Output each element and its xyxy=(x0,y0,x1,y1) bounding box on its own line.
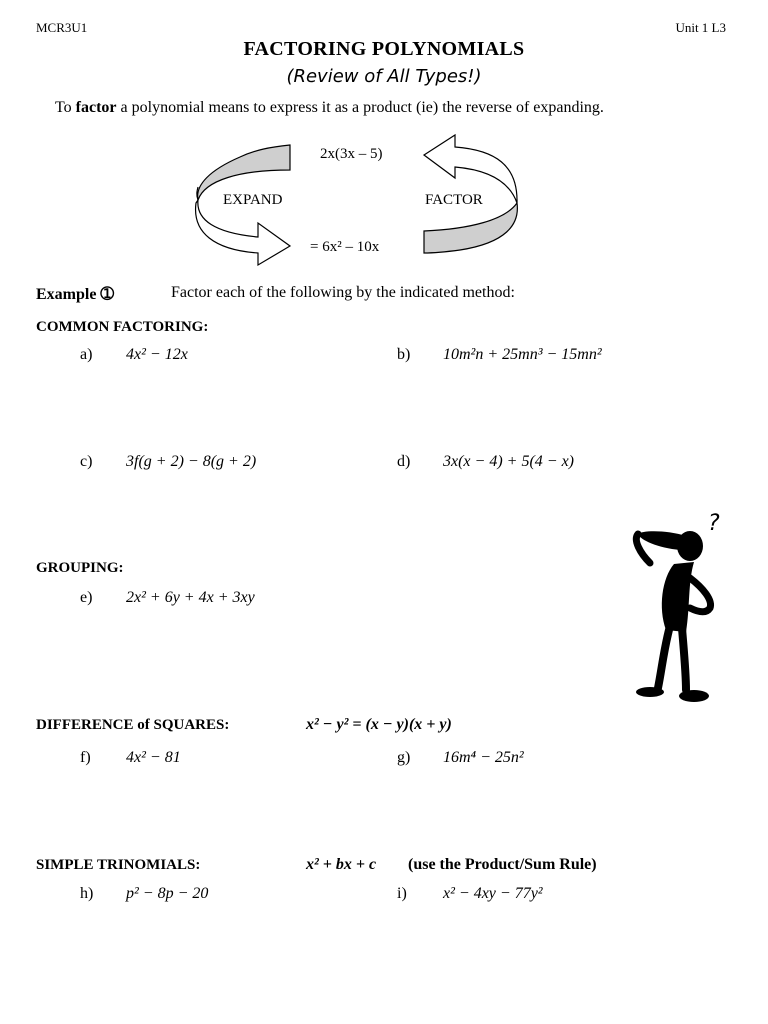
question-mark-icon: ? xyxy=(708,511,720,536)
difference-of-squares-rule: x² − y² = (x − y)(x + y) xyxy=(306,716,452,733)
problem-f-expression: 4x² − 81 xyxy=(126,749,181,766)
problem-b-label: b) xyxy=(397,346,411,363)
problem-i-expression: x² − 4xy − 77y² xyxy=(443,885,543,902)
problem-h-expression: p² − 8p − 20 xyxy=(126,885,209,902)
unit-label: Unit 1 L3 xyxy=(675,20,726,35)
problem-h-label: h) xyxy=(80,885,94,902)
problem-d-expression: 3x(x − 4) + 5(4 − x) xyxy=(443,453,575,470)
problem-c-label: c) xyxy=(80,453,93,470)
problem-c-expression: 3f(g + 2) − 8(g + 2) xyxy=(126,453,257,470)
problem-a-label: a) xyxy=(80,346,93,363)
intro-pre: To xyxy=(55,99,76,116)
problem-g-label: g) xyxy=(397,749,411,766)
problem-b-expression: 10m²n + 25mn³ − 15mn² xyxy=(443,346,602,363)
problem-g-expression: 16m⁴ − 25n² xyxy=(443,749,524,766)
intro-bold: factor xyxy=(75,99,117,116)
page-subtitle: (Review of All Types!) xyxy=(286,66,482,87)
thinking-figure-clipart xyxy=(628,508,738,708)
factor-arrow-shaded-band xyxy=(424,203,517,253)
intro-post: a polynomial means to express it as a product (ie) the reverse of expanding. xyxy=(116,99,604,116)
factored-form: 2x(3x – 5) xyxy=(320,146,383,162)
problem-a-expression: 4x² − 12x xyxy=(126,346,188,363)
problem-e-label: e) xyxy=(80,589,93,606)
expanded-form: = 6x² – 10x xyxy=(310,239,380,255)
problem-i-label: i) xyxy=(397,885,407,902)
problem-d-label: d) xyxy=(397,453,411,470)
section-heading-difference-of-squares: DIFFERENCE of SQUARES: xyxy=(36,717,230,733)
example-label: Example ➀ xyxy=(36,286,114,303)
problem-e-expression: 2x² + 6y + 4x + 3xy xyxy=(126,589,255,606)
expand-arrow-body xyxy=(196,200,290,265)
course-code: MCR3U1 xyxy=(36,20,88,35)
problem-f-label: f) xyxy=(80,749,91,766)
intro-text xyxy=(55,99,604,117)
factor-label: FACTOR xyxy=(425,192,483,208)
trinomial-rule: x² + bx + c xyxy=(306,856,377,873)
section-heading-simple-trinomials: SIMPLE TRINOMIALS: xyxy=(36,857,201,873)
expand-label: EXPAND xyxy=(223,192,283,208)
example-instruction: Factor each of the following by the indicated method: xyxy=(171,284,515,301)
page-title: FACTORING POLYNOMIALS xyxy=(243,38,525,60)
section-heading-common-factoring: COMMON FACTORING: xyxy=(36,319,209,335)
section-heading-grouping: GROUPING: xyxy=(36,560,124,576)
expand-factor-diagram xyxy=(0,125,768,275)
trinomial-rule-note: (use the Product/Sum Rule) xyxy=(408,856,597,873)
